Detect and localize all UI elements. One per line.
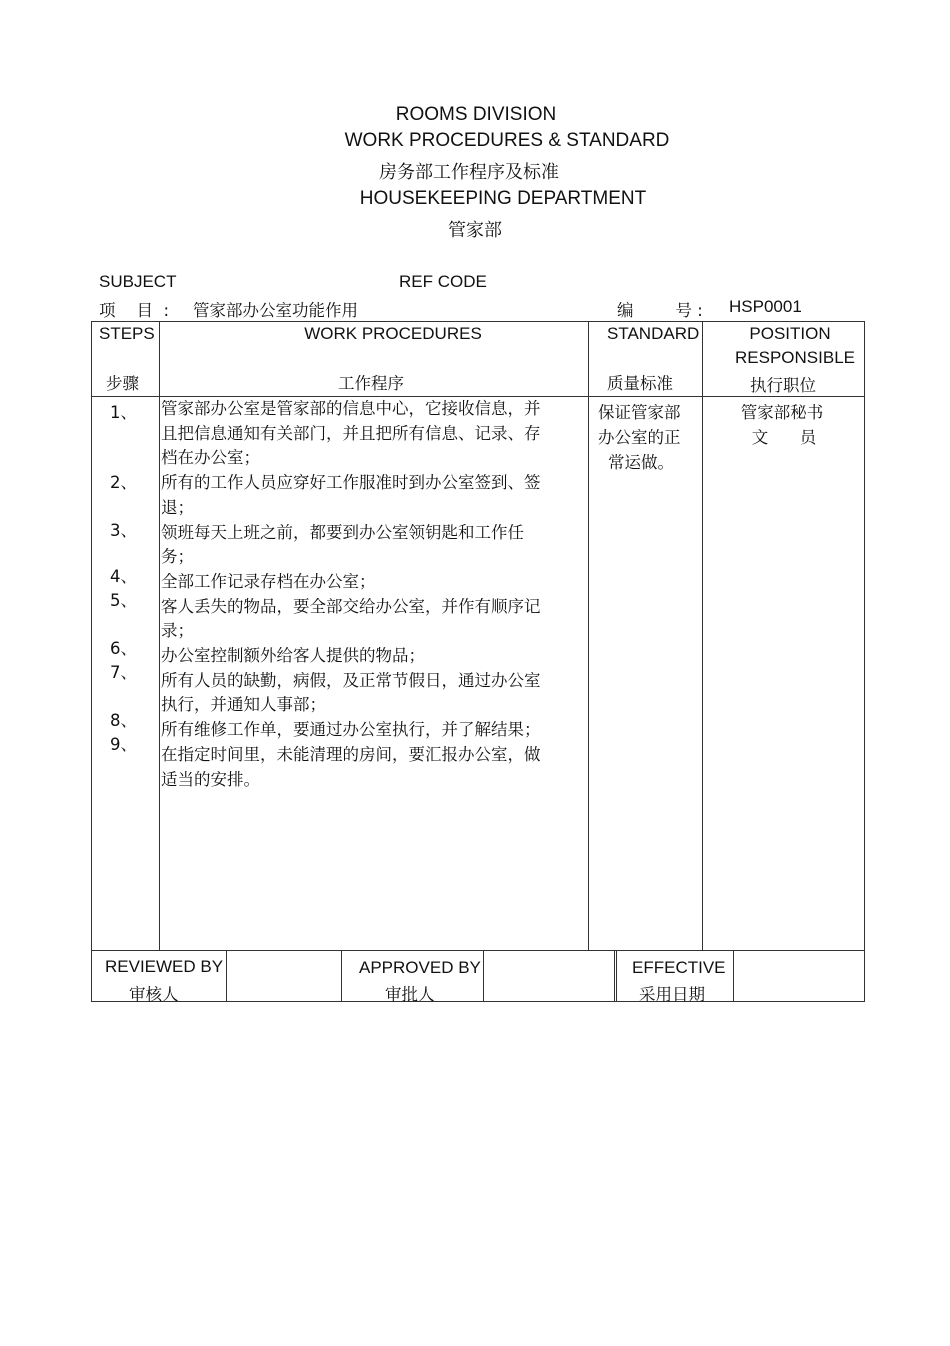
header-department-zh: 管家部 bbox=[448, 220, 502, 241]
procedure-item: 客人丢失的物品，要全部交给办公室，并作有顺序记录； bbox=[161, 596, 541, 641]
table-footer-divider bbox=[91, 950, 865, 951]
approved-by-zh: 审批人 bbox=[385, 985, 435, 1004]
step-number: 1、 bbox=[110, 403, 137, 422]
step-number: 6、 bbox=[110, 639, 137, 658]
procedure-item: 全部工作记录存档在办公室； bbox=[161, 571, 376, 591]
ref-code-label: REF CODE bbox=[399, 272, 487, 291]
table-right-border bbox=[864, 321, 865, 1001]
item-label: 项 目 : bbox=[99, 301, 170, 320]
footer-divider-1 bbox=[226, 950, 227, 1001]
header-steps-en: STEPS bbox=[99, 324, 155, 343]
footer-divider-4 bbox=[614, 950, 615, 1001]
position-line: 管家部秘书 bbox=[740, 403, 824, 422]
header-standard-zh: 质量标准 bbox=[607, 374, 673, 393]
col-divider-standard bbox=[702, 321, 703, 950]
col-divider-procedures bbox=[588, 321, 589, 950]
header-rooms-division: ROOMS DIVISION bbox=[395, 104, 557, 125]
effective-zh: 采用日期 bbox=[639, 985, 705, 1004]
standard-line: 保证管家部 bbox=[598, 403, 681, 422]
footer-divider-4b bbox=[616, 950, 617, 1001]
header-position-en-2: RESPONSIBLE bbox=[735, 348, 855, 367]
table-left-border bbox=[91, 321, 92, 1001]
header-position-en-1: POSITION bbox=[749, 324, 831, 343]
step-number: 2、 bbox=[110, 473, 137, 492]
header-steps-zh: 步骤 bbox=[106, 374, 139, 393]
procedure-item: 领班每天上班之前，都要到办公室领钥匙和工作任务； bbox=[161, 522, 524, 567]
procedure-item: 所有维修工作单，要通过办公室执行，并了解结果； bbox=[161, 720, 541, 740]
header-rooms-division-zh: 房务部工作程序及标准 bbox=[379, 162, 559, 183]
table-bottom-border bbox=[91, 1001, 865, 1002]
procedure-item: 所有人员的缺勤，病假，及正常节假日，通过办公室执行，并通知人事部； bbox=[161, 670, 541, 715]
step-number: 5、 bbox=[110, 591, 137, 610]
step-number: 4、 bbox=[110, 567, 137, 586]
item-value: 管家部办公室功能作用 bbox=[193, 301, 358, 320]
table-top-border bbox=[91, 321, 865, 322]
header-standard-en: STANDARD bbox=[607, 324, 700, 343]
footer-divider-3 bbox=[483, 950, 484, 1001]
procedure-item: 管家部办公室是管家部的信息中心，它接收信息，并且把信息通知有关部门，并且把所有信息、记录、存档在办公室； bbox=[161, 399, 541, 468]
footer-divider-5 bbox=[733, 950, 734, 1001]
number-value: HSP0001 bbox=[729, 297, 802, 316]
header-procedures-en: WORK PROCEDURES bbox=[304, 324, 482, 343]
header-department: HOUSEKEEPING DEPARTMENT bbox=[359, 188, 647, 209]
approved-by-label: APPROVED BY bbox=[359, 958, 481, 977]
step-number: 7、 bbox=[110, 663, 137, 682]
reviewed-by-label: REVIEWED BY bbox=[105, 957, 224, 976]
reviewed-by-zh: 审核人 bbox=[129, 985, 179, 1004]
effective-label: EFFECTIVE bbox=[632, 958, 726, 977]
procedure-item: 办公室控制额外给客人提供的物品； bbox=[161, 646, 425, 666]
position-line: 文 员 bbox=[751, 428, 817, 447]
step-number: 8、 bbox=[110, 711, 137, 730]
standard-line: 办公室的正 bbox=[598, 428, 681, 447]
standard-line: 常运做。 bbox=[608, 453, 674, 472]
number-label: 编 号 : bbox=[617, 301, 703, 320]
header-position-zh: 执行职位 bbox=[750, 376, 816, 395]
procedure-item: 所有的工作人员应穿好工作服准时到办公室签到、签退； bbox=[161, 473, 541, 517]
procedures-text bbox=[161, 397, 553, 792]
subject-label: SUBJECT bbox=[99, 272, 177, 291]
procedure-item: 在指定时间里，未能清理的房间，要汇报办公室，做适当的安排。 bbox=[161, 744, 541, 789]
header-work-procedures: WORK PROCEDURES & STANDARD bbox=[344, 130, 670, 151]
step-number: 9、 bbox=[110, 735, 137, 754]
col-divider-steps bbox=[159, 321, 160, 950]
step-number: 3、 bbox=[110, 521, 137, 540]
footer-divider-2 bbox=[341, 950, 342, 1001]
header-procedures-zh: 工作程序 bbox=[338, 374, 404, 393]
